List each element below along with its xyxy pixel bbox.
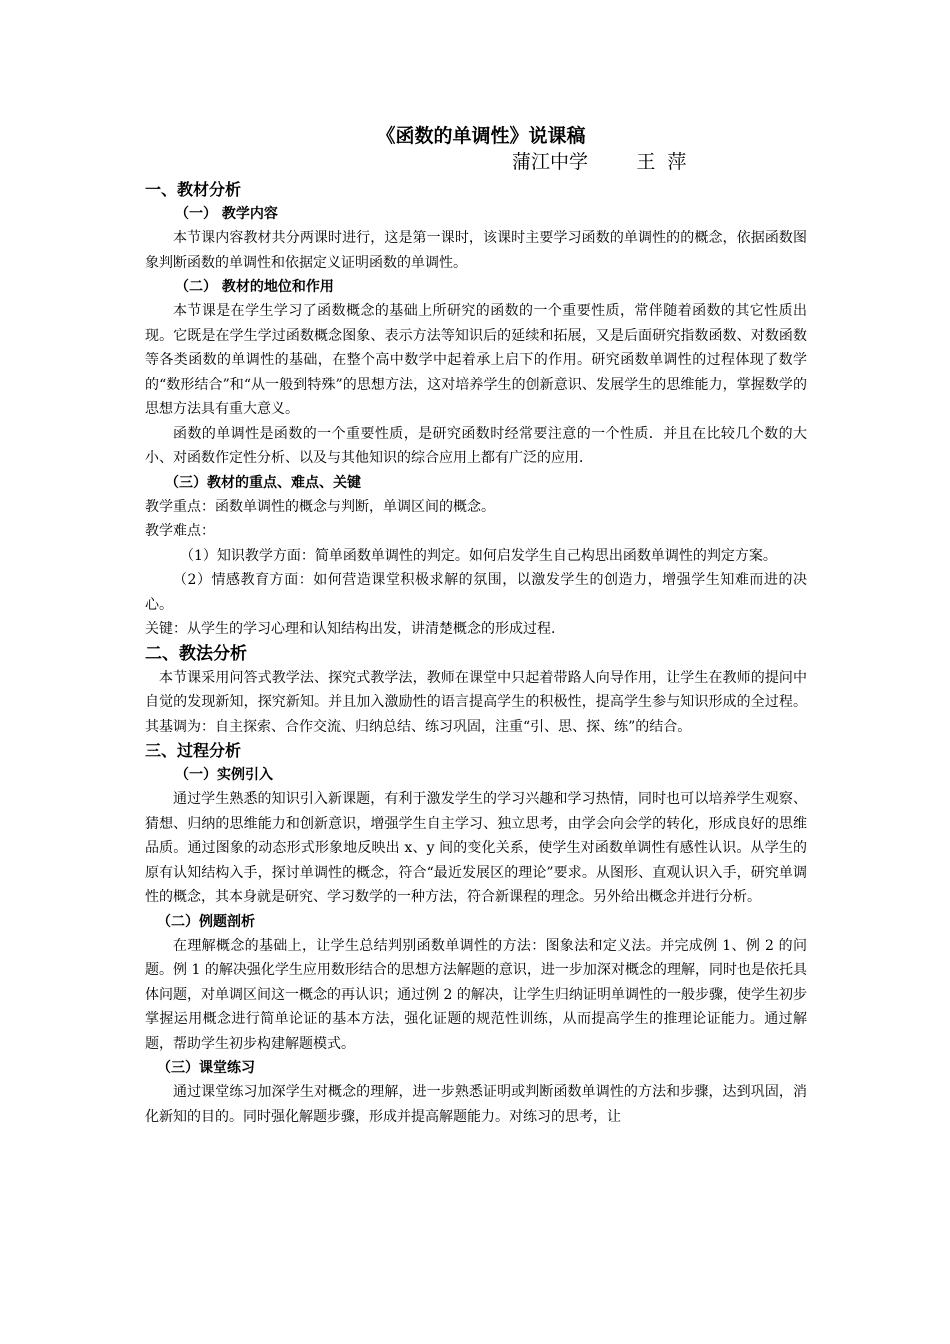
teaching-difficulty-label: 教学难点： (145, 523, 215, 539)
section-heading-2: 二、教法分析 (145, 643, 247, 664)
difficulty-item-2: （2）情感教育方面：如何营造课堂积极求解的氛围，以激发学生的创造力，增强学生知难而进的决心。 (145, 572, 807, 613)
subheading-teaching-content: （一） 教学内容 (175, 206, 278, 222)
paragraph: 通过课堂练习加深学生对概念的理解，进一步熟悉证明或判断函数单调性的方法和步骤，达到巩固，消化新知的目的。同时强化解题步骤，形成并提高解题能力。对练习的思考，让 (145, 1084, 807, 1125)
subheading-example-analysis: （二）例题剖析 (157, 913, 255, 930)
subheading-class-practice: （三）课堂练习 (157, 1060, 255, 1076)
author-line: 蒲江中学 王 萍 (512, 151, 687, 173)
subheading-position-role: （二） 教材的地位和作用 (175, 279, 334, 295)
subheading-example-intro: （一）实例引入 (175, 767, 273, 783)
paragraph: 本节课采用问答式教学法、探究式教学法，教师在课堂中只起着带路人向导作用，让学生在教师的提问中自觉的发现新知，探究新知。并且加入激励性的语言提高学生的积极性，提高学生参与知识形成的全过程。其基调为：自主探索、合作交流、归纳总结、练习巩固，注重“引、思、探、练”的结合。 (145, 669, 807, 735)
document-body (145, 123, 807, 1129)
difficulty-item-1: （1）知识教学方面：简单函数单调性的判定。如何启发学生自己构思出函数单调性的判定方案。 (180, 547, 777, 564)
key-point: 关键：从学生的学习心理和认知结构出发，讲清楚概念的形成过程． (145, 621, 565, 637)
paragraph: 本节课内容教材共分两课时进行，这是第一课时，该课时主要学习函数的单调性的的概念，依据函数图象判断函数的单调性和依据定义证明函数的单调性。 (145, 230, 807, 271)
teaching-focus: 教学重点：函数单调性的概念与判断，单调区间的概念。 (145, 498, 495, 515)
paragraph: 本节课是在学生学习了函数概念的基础上所研究的函数的一个重要性质，常伴随着函数的其它性质出现。它既是在学生学过函数概念图象、表示方法等知识后的延续和拓展，又是后面研究指数函数、对数函数等各类函数的单调性的基础，在整个高中数学中起着承上启下的作用。研究函数单调性的过程体现了数学的“数形结合”和“从一般到特殊”的思想方法，这对培养学生的创新意识、发展学生的思维能力，掌握数学的思想方法具有重大意义。 (145, 303, 807, 417)
section-heading-1: 一、教材分析 (145, 180, 242, 199)
subheading-key-points: （三）教材的重点、难点、关键 (165, 474, 361, 491)
paragraph: 通过学生熟悉的知识引入新课题，有利于激发学生的学习兴趣和学习热情，同时也可以培养学生观察、猜想、归纳的思维能力和创新意识，增强学生自主学习、独立思考，由学会向会学的转化，形成良好的思维品质。通过图象的动态形式形象地反映出 x、y 间的变化关系，使学生对函数单调性有感性认识。从学生的原有认知结构入手，探讨单调性的概念，符合“最近发展区的理论”要求。从图形、直观认识入手，研究单调性的概念，其本身就是研究、学习数学的一种方法，符合新课程的理念。另外给出概念并进行分析。 (145, 791, 807, 905)
section-heading-3: 三、过程分析 (145, 741, 242, 760)
document-title: 《函数的单调性》说课稿 (376, 125, 586, 147)
paragraph: 函数的单调性是函数的一个重要性质，是研究函数时经常要注意的一个性质．并且在比较几个数的大小、对函数作定性分析、以及与其他知识的综合应用上都有广泛的应用． (145, 425, 807, 466)
paragraph: 在理解概念的基础上，让学生总结判别函数单调性的方法：图象法和定义法。并完成例 1、例 2 的问题。例 1 的解决强化学生应用数形结合的思想方法解题的意识，进一步加深对概念的理解，同时也是依托具体问题，对单调区间这一概念的再认识；通过例 2 的解决，让学生归纳证明单调性的一般步骤，使学生初步掌握运用概念进行简单论证的基本方法，强化证题的规范性训练，从而提高学生的推理论证能力。通过解题，帮助学生初步构建解题模式。 (145, 937, 807, 1052)
